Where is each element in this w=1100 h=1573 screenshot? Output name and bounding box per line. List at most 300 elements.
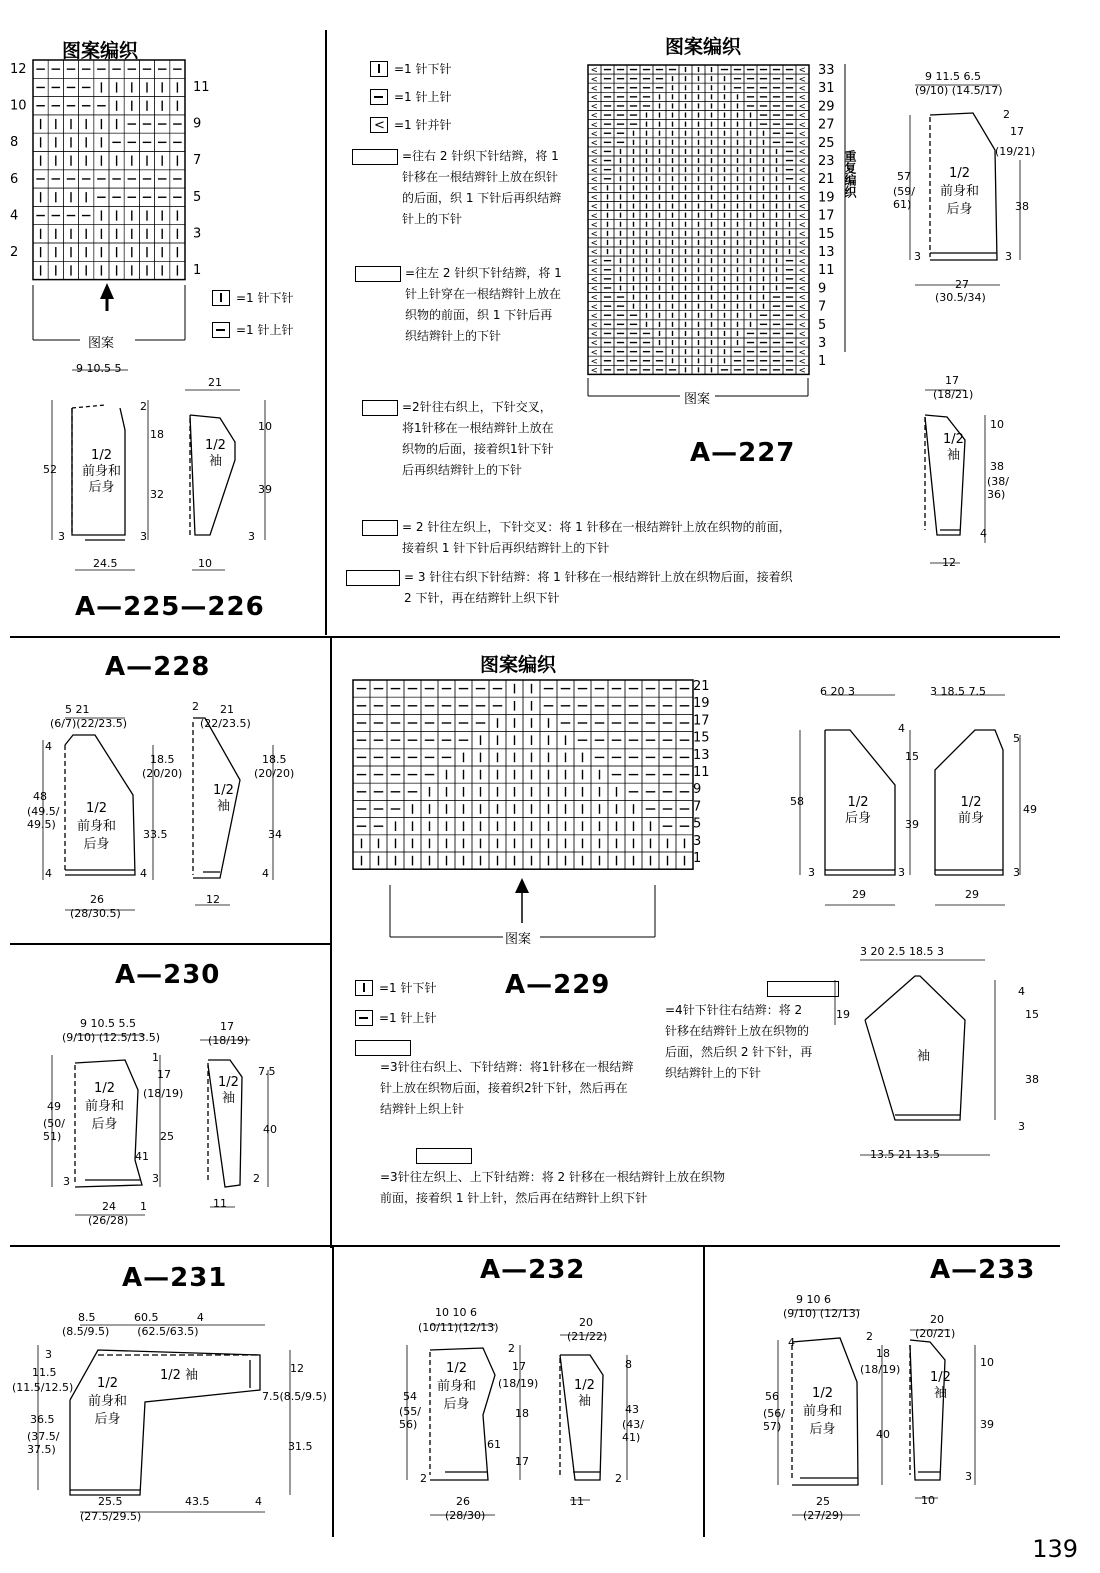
pattern-label: 图案 <box>684 392 711 407</box>
svg-text:<: < <box>590 220 598 231</box>
svg-text:<: < <box>798 65 806 76</box>
row-label: 17 <box>818 208 835 224</box>
row-label: 31 <box>818 81 835 97</box>
dim-a228-sl-225: (22/23.5) <box>200 717 251 730</box>
dim-a227-sl-4: 4 <box>980 527 987 540</box>
dim-a225-3b: 3 <box>140 530 147 543</box>
dim-a229-sl-15: 15 <box>1025 1008 1039 1021</box>
dim-a225-3a: 3 <box>58 530 65 543</box>
dim-a227-5961: (59/ 61) <box>893 185 915 212</box>
dim-a230-41: 41 <box>135 1150 149 1163</box>
row-label: 19 <box>693 696 710 712</box>
dim-a232-sl-2: 2 <box>615 1472 622 1485</box>
dim-a227-sl-12: 12 <box>942 556 956 569</box>
divider-horizontal-3 <box>10 1245 1060 1247</box>
row-label: 5 <box>193 189 202 205</box>
svg-text:<: < <box>590 193 598 204</box>
dim-a233-2729: (27/29) <box>803 1509 844 1522</box>
svg-text:<: < <box>798 193 806 204</box>
dim-a233-2: 2 <box>866 1330 873 1343</box>
svg-text:<: < <box>798 338 806 349</box>
row-label: 3 <box>818 336 827 351</box>
cross-right-icon <box>362 400 398 416</box>
svg-text:<: < <box>798 347 806 358</box>
cable-3st-right-icon <box>355 1040 411 1056</box>
dim-a229-sl-label: 袖 <box>917 1049 931 1064</box>
legend-a227-item-5: = 3 针往右织下针结辫：将 1 针移在一根结辫针上放在织物后面，接着织 2 下针，再在结辫针上织下针 <box>346 567 801 609</box>
svg-text:<: < <box>798 293 806 304</box>
row-label: 5 <box>693 816 702 832</box>
dim-a230-2628: (26/28) <box>88 1214 129 1227</box>
svg-text:<: < <box>798 265 806 276</box>
svg-text:<: < <box>590 74 598 85</box>
row-label: 2 <box>10 245 19 260</box>
dim-a230-3a: 3 <box>63 1175 70 1188</box>
svg-text:<: < <box>798 138 806 149</box>
dim-a233-front-label: 1/2 前身和 后身 <box>803 1386 843 1437</box>
dim-a229-29b: 29 <box>965 888 979 901</box>
svg-text:<: < <box>590 347 598 358</box>
dim-a231-115: 11.5 <box>32 1366 57 1379</box>
cable-3st-left-icon <box>416 1148 472 1164</box>
svg-text:<: < <box>590 329 598 340</box>
dim-a231-4: 4 <box>255 1495 262 1508</box>
dim-a233-56: 56 <box>765 1390 779 1403</box>
svg-text:<: < <box>590 356 598 367</box>
dim-a228-sl-2020: (20/20) <box>254 767 295 780</box>
svg-text:<: < <box>798 74 806 85</box>
legend-a229-item-2: =3针往左织上、上下针结辫：将 2 针移在一根结辫针上放在织物前面，接着织 1 针上针，然后再在结辫针上织下针 <box>380 1170 725 1205</box>
svg-text:<: < <box>798 174 806 185</box>
row-label: 29 <box>818 99 835 115</box>
svg-text:<: < <box>798 129 806 140</box>
dim-a229-back-label: 1/2 后身 <box>845 795 872 826</box>
svg-text:<: < <box>798 202 806 213</box>
dim-a232-2830: (28/30) <box>445 1509 486 1522</box>
svg-text:<: < <box>590 65 598 76</box>
dim-a225-sl-10: 10 <box>258 420 272 433</box>
dim-a227-sl-38: 38 <box>990 460 1004 473</box>
dim-a229-58: 58 <box>790 795 804 808</box>
row-label: 11 <box>193 80 210 95</box>
dim-a225-front-label: 1/2 前身和 后身 <box>82 448 122 495</box>
legend-a227: =1 针下针 =1 针上针 < =1 针并针 <box>370 58 810 136</box>
dim-a233-sl-10b: 10 <box>921 1494 935 1507</box>
dim-a228-185: 18.5 <box>150 753 175 766</box>
svg-text:<: < <box>798 93 806 104</box>
legend-a225: =1 针下针 =1 针上针 <box>212 287 294 341</box>
dim-a233-sl-2021: (20/21) <box>915 1327 956 1340</box>
dim-a232-top: 10 10 6 <box>435 1306 477 1319</box>
arrow-icon <box>515 878 529 893</box>
svg-text:<: < <box>798 120 806 131</box>
dim-a232-top2: (10/11)(12/13) <box>418 1321 499 1334</box>
schematic-a225 <box>30 360 320 585</box>
row-label: 9 <box>693 782 702 798</box>
arrow-icon <box>100 283 114 299</box>
dim-a232-sl-2122: (21/22) <box>567 1330 608 1343</box>
row-label: 7 <box>693 799 702 815</box>
dim-a231-255: 25.5 <box>98 1495 123 1508</box>
dim-a228-top2: (6/7)(22/23.5) <box>50 717 128 730</box>
dim-a227-305: (30.5/34) <box>935 291 986 304</box>
svg-text:<: < <box>590 184 598 195</box>
dim-a228-4c: 4 <box>140 867 147 880</box>
dim-a229-sl-38: 38 <box>1025 1073 1039 1086</box>
title-a227: A—227 <box>690 438 796 468</box>
dim-a225-52: 52 <box>43 463 57 476</box>
row-label: 12 <box>10 62 27 77</box>
row-label: 11 <box>818 263 835 279</box>
cable-left-icon <box>355 266 401 282</box>
row-label: 5 <box>818 317 827 333</box>
title-a230: A—230 <box>115 960 221 990</box>
svg-text:<: < <box>590 293 598 304</box>
dim-a233-sl-10: 10 <box>980 1356 994 1369</box>
dim-a232-1819: (18/19) <box>498 1377 539 1390</box>
dim-a230-sl-1819: (18/19) <box>208 1034 249 1047</box>
dim-a232-sleeve-label: 1/2 袖 <box>574 1378 595 1409</box>
chart-a227 <box>580 60 860 405</box>
dim-a233-sl-3: 3 <box>965 1470 972 1483</box>
dim-a233-25: 25 <box>816 1495 830 1508</box>
svg-text:<: < <box>590 211 598 222</box>
row-label: 4 <box>10 208 19 224</box>
divider-vertical-bottom-1 <box>332 1247 334 1537</box>
svg-text:<: < <box>590 256 598 267</box>
svg-text:<: < <box>798 102 806 113</box>
dim-a232-5556: (55/ 56) <box>399 1405 421 1432</box>
dim-a227-sl-10: 10 <box>990 418 1004 431</box>
svg-text:<: < <box>590 366 598 377</box>
svg-text:<: < <box>590 138 598 149</box>
dim-a232-sl-20: 20 <box>579 1316 593 1329</box>
dim-a228-sl-2: 2 <box>192 700 199 713</box>
row-label: 1 <box>193 263 202 278</box>
row-label: 7 <box>818 299 827 315</box>
svg-text:<: < <box>590 320 598 331</box>
legend-a229: =1 针下针 =1 针上针 <box>355 977 437 1029</box>
dim-a227-27: 27 <box>955 278 969 291</box>
dim-a228-top: 5 21 <box>65 703 90 716</box>
title-a229: A—229 <box>505 970 611 1000</box>
dim-a229-back-top: 6 20 3 <box>820 685 855 698</box>
svg-text:<: < <box>590 102 598 113</box>
dim-a225-top: 9 10.5 5 <box>76 362 122 375</box>
row-label: 27 <box>818 117 835 133</box>
knit-symbol-icon <box>212 290 230 306</box>
dim-a232-2b: 2 <box>420 1472 427 1485</box>
row-label: 10 <box>10 98 27 114</box>
legend-a227-item-3: =2针往右织上，下针交叉，将1针移在一根结辫针上放在织物的后面，接着织1针下针后再织结辫针上的下针 <box>362 397 562 481</box>
dim-a229-15: 15 <box>905 750 919 763</box>
svg-text:<: < <box>590 202 598 213</box>
dim-a229-3b: 3 <box>898 866 905 879</box>
row-label: 15 <box>693 730 710 746</box>
svg-text:<: < <box>590 238 598 249</box>
svg-text:<: < <box>798 329 806 340</box>
dim-a228-4b: 4 <box>45 867 52 880</box>
svg-text:<: < <box>590 284 598 295</box>
dim-a233-40: 40 <box>876 1428 890 1441</box>
dim-a230-sl-11: 11 <box>213 1197 227 1210</box>
dim-a229-49: 49 <box>1023 803 1037 816</box>
dim-a230-top2: (9/10) (12.5/13.5) <box>62 1031 161 1044</box>
cable-3st-icon <box>346 570 400 586</box>
legend-a227-item-2: =往左 2 针织下针结辫，将 1 针上针穿在一根结辫针上放在织物的前面，织 1 下针后再织结辫针上的下针 <box>355 263 562 347</box>
svg-text:<: < <box>798 311 806 322</box>
dim-a232-2: 2 <box>508 1342 515 1355</box>
dim-a229-29a: 29 <box>852 888 866 901</box>
dim-a228-sl-12: 12 <box>206 893 220 906</box>
svg-text:<: < <box>590 93 598 104</box>
repeat-label: 重复编织 <box>843 150 857 198</box>
svg-text:<: < <box>590 156 598 167</box>
schematic-a230 <box>30 1015 325 1230</box>
dim-a230-front-label: 1/2 前身和 后身 <box>85 1081 125 1132</box>
pattern-label: 图案 <box>88 336 115 351</box>
svg-text:<: < <box>798 156 806 167</box>
dim-a233-1819: (18/19) <box>860 1363 901 1376</box>
dim-a225-18: 18 <box>150 428 164 441</box>
svg-text:<: < <box>798 238 806 249</box>
row-label: 25 <box>818 135 835 151</box>
dim-a232-17a: 17 <box>512 1360 526 1373</box>
svg-text:<: < <box>590 275 598 286</box>
chart-a229 <box>345 675 725 945</box>
dim-a229-sl-4: 4 <box>1018 985 1025 998</box>
dim-a229-3c: 3 <box>1013 866 1020 879</box>
dim-a230-1: 1 <box>152 1051 159 1064</box>
knit-symbol-icon <box>370 61 388 77</box>
schematic-a228 <box>25 700 325 925</box>
dim-a225-2: 2 <box>140 400 147 413</box>
svg-text:<: < <box>590 83 598 94</box>
divider-vertical-top <box>325 30 327 635</box>
dim-a232-front-label: 1/2 前身和 后身 <box>437 1361 477 1412</box>
dim-a232-sl-43: 43 <box>625 1403 639 1416</box>
dim-a229-sl-3: 3 <box>1018 1120 1025 1133</box>
dim-a231-top: 8.5 60.5 4 <box>78 1311 204 1324</box>
title-a225-226: A—225—226 <box>75 592 265 622</box>
dim-a231-top2: (8.5/9.5) (62.5/63.5) <box>62 1325 199 1338</box>
dim-a225-sl-3: 3 <box>248 530 255 543</box>
dim-a233-sl-20: 20 <box>930 1313 944 1326</box>
dim-a232-sl-4341: (43/ 41) <box>622 1418 644 1445</box>
svg-text:<: < <box>798 220 806 231</box>
dim-a230-sl-40: 40 <box>263 1123 277 1136</box>
dim-a231-435: 43.5 <box>185 1495 210 1508</box>
svg-text:<: < <box>798 320 806 331</box>
row-label: 13 <box>693 747 710 763</box>
pattern-heading: 图案编织 <box>665 36 742 58</box>
dim-a225-sl-39: 39 <box>258 483 272 496</box>
dim-a228-sl-4: 4 <box>262 867 269 880</box>
dim-a233-5657: (56/ 57) <box>763 1407 785 1434</box>
legend-a229-item-1: =3针往右织上、下针结辫：将1针移在一根结辫针上放在织物后面，接着织2针下针，然后再在结辫针上织上针 <box>380 1060 634 1116</box>
dim-a228-335: 33.5 <box>143 828 168 841</box>
svg-text:<: < <box>798 165 806 176</box>
dim-a228-sl-185: 18.5 <box>262 753 287 766</box>
dim-a228-front-label: 1/2 前身和 后身 <box>77 801 117 852</box>
dim-a230-3b: 3 <box>152 1172 159 1185</box>
dim-a231-275: (27.5/29.5) <box>80 1510 142 1523</box>
purl-symbol-icon <box>212 322 230 338</box>
dim-a231-sleeve-label: 1/2 袖 <box>160 1368 199 1383</box>
dim-a228-4a: 4 <box>45 740 52 753</box>
row-label: 1 <box>818 354 827 370</box>
dim-a230-1b: 1 <box>140 1200 147 1213</box>
dim-a228-2830: (28/30.5) <box>70 907 121 920</box>
row-label: 9 <box>818 281 827 297</box>
dim-a230-sl-17: 17 <box>220 1020 234 1033</box>
dim-a227-3b: 3 <box>1005 250 1012 263</box>
dim-a227-57: 57 <box>897 170 911 183</box>
dim-a233-sleeve-label: 1/2 袖 <box>930 1370 951 1401</box>
dim-a230-5051: (50/ 51) <box>43 1117 65 1144</box>
purl-symbol-icon <box>355 1010 373 1026</box>
svg-text:<: < <box>798 284 806 295</box>
row-label: 15 <box>818 226 835 242</box>
svg-text:<: < <box>590 338 598 349</box>
legend-a227-item-4: = 2 针往左织上，下针交叉：将 1 针移在一根结辫针上放在织物的前面，接着织 1 针下针后再织结辫针上的下针 <box>362 517 802 559</box>
dim-a232-26: 26 <box>456 1495 470 1508</box>
dim-a229-front-label: 1/2 前身 <box>958 795 985 826</box>
cross-left-icon <box>362 520 398 536</box>
svg-text:<: < <box>798 275 806 286</box>
dim-a233-top2: (9/10) (12/13) <box>783 1307 861 1320</box>
dim-a232-17b: 17 <box>515 1455 529 1468</box>
dim-a233-4: 4 <box>788 1336 795 1349</box>
svg-text:<: < <box>590 229 598 240</box>
k2tog-symbol-icon <box>370 117 388 133</box>
title-a233: A—233 <box>930 1255 1036 1285</box>
dim-a227-1921: (19/21) <box>995 145 1036 158</box>
dim-a232-sl-11: 11 <box>570 1495 584 1508</box>
row-label: 6 <box>10 171 19 187</box>
dim-a227-sl-17: 17 <box>945 374 959 387</box>
dim-a231-3: 3 <box>45 1348 52 1361</box>
knit-symbol-icon <box>355 980 373 996</box>
dim-a231-front-label: 1/2 前身和 后身 <box>88 1376 128 1427</box>
cable-right-icon <box>352 149 398 165</box>
dim-a227-3a: 3 <box>914 250 921 263</box>
dim-a232-18: 18 <box>515 1407 529 1420</box>
title-a228: A—228 <box>105 652 211 682</box>
svg-text:<: < <box>798 211 806 222</box>
dim-a230-sleeve-label: 1/2 袖 <box>218 1075 239 1106</box>
dim-a228-26: 26 <box>90 893 104 906</box>
dim-a225-sl-bot: 10 <box>198 557 212 570</box>
dim-a232-61: 61 <box>487 1438 501 1451</box>
row-label: 3 <box>693 833 702 849</box>
dim-a225-245: 24.5 <box>93 557 118 570</box>
legend-a227-item-1: =往右 2 针织下针结辫，将 1 针移在一根结辫针上放在织针的后面，织 1 下针后再织结辫针上的下针 <box>352 146 562 230</box>
title-a231: A—231 <box>122 1263 228 1293</box>
svg-text:<: < <box>590 165 598 176</box>
row-label: 9 <box>193 116 202 132</box>
svg-text:<: < <box>590 302 598 313</box>
divider-vertical-bottom-2 <box>703 1247 705 1537</box>
svg-text:<: < <box>798 256 806 267</box>
dim-a225-sl-top: 21 <box>208 376 222 389</box>
dim-a227-sl-3836: (38/ 36) <box>987 475 1009 502</box>
dim-a233-sl-39: 39 <box>980 1418 994 1431</box>
row-label: 33 <box>818 63 835 78</box>
row-label: 19 <box>818 190 835 206</box>
svg-text:<: < <box>590 174 598 185</box>
dim-a230-24: 24 <box>102 1200 116 1213</box>
page-number: 139 <box>1032 1535 1078 1563</box>
row-label: 23 <box>818 154 835 169</box>
dim-a231-12: 12 <box>290 1362 304 1375</box>
dim-a225-32: 32 <box>150 488 164 501</box>
schematic-a227 <box>885 65 1050 565</box>
dim-a228-48: 48 <box>33 790 47 803</box>
dim-a229-3a: 3 <box>808 866 815 879</box>
dim-a229-sl-top: 3 20 2.5 18.5 3 <box>860 945 944 958</box>
svg-text:<: < <box>798 111 806 122</box>
dim-a233-top: 9 10 6 <box>796 1293 831 1306</box>
legend-a229-item-3: =4针下针往右结辫：将 2 针移在结辫针上放在织物的后面，然后织 2 针下针，再织结辫针上的下针 <box>665 1003 813 1080</box>
dim-a228-495: (49.5/ 49.5) <box>27 805 60 832</box>
svg-text:<: < <box>590 247 598 258</box>
row-label: 13 <box>818 245 835 260</box>
svg-text:<: < <box>798 356 806 367</box>
pattern-heading: 图案编织 <box>62 40 139 62</box>
dim-a227-2: 2 <box>1003 108 1010 121</box>
dim-a227-top: 9 11.5 6.5 <box>925 70 981 83</box>
dim-a230-sl-75: 7.5 <box>258 1065 276 1078</box>
dim-a232-sl-8: 8 <box>625 1358 632 1371</box>
title-a232: A—232 <box>480 1255 586 1285</box>
row-label: 21 <box>818 172 835 188</box>
dim-a229-39: 39 <box>905 818 919 831</box>
svg-text:<: < <box>590 111 598 122</box>
dim-a230-1819: (18/19) <box>143 1087 184 1100</box>
row-label: 17 <box>693 713 710 729</box>
dim-a225-sleeve-label: 1/2 袖 <box>205 438 226 469</box>
dim-a232-54: 54 <box>403 1390 417 1403</box>
schematic-a229 <box>785 680 1055 1200</box>
row-label: 3 <box>193 226 202 242</box>
dim-a228-sleeve-label: 1/2 袖 <box>213 783 234 814</box>
svg-text:<: < <box>798 366 806 377</box>
svg-text:<: < <box>798 147 806 158</box>
dim-a231-315: 31.5 <box>288 1440 313 1453</box>
dim-a231-365: 36.5 <box>30 1413 55 1426</box>
row-label: 11 <box>693 765 710 780</box>
row-label: 8 <box>10 135 19 151</box>
dim-a230-sl-2: 2 <box>253 1172 260 1185</box>
svg-text:<: < <box>590 311 598 322</box>
dim-a229-sl-19: 19 <box>836 1008 850 1021</box>
dim-a228-sl-34: 34 <box>268 828 282 841</box>
dim-a231-75: 7.5(8.5/9.5) <box>262 1390 327 1403</box>
dim-a227-17: 17 <box>1010 125 1024 138</box>
pattern-heading: 图案编织 <box>480 654 557 676</box>
svg-text:<: < <box>590 129 598 140</box>
dim-a229-4: 4 <box>898 722 905 735</box>
dim-a230-25: 25 <box>160 1130 174 1143</box>
pattern-label: 图案 <box>505 932 532 947</box>
divider-horizontal-1 <box>10 636 1060 638</box>
dim-a227-sl-1821: (18/21) <box>933 388 974 401</box>
svg-text:<: < <box>590 147 598 158</box>
purl-symbol-icon <box>370 89 388 105</box>
svg-text:<: < <box>590 265 598 276</box>
divider-horizontal-2 <box>10 943 332 945</box>
